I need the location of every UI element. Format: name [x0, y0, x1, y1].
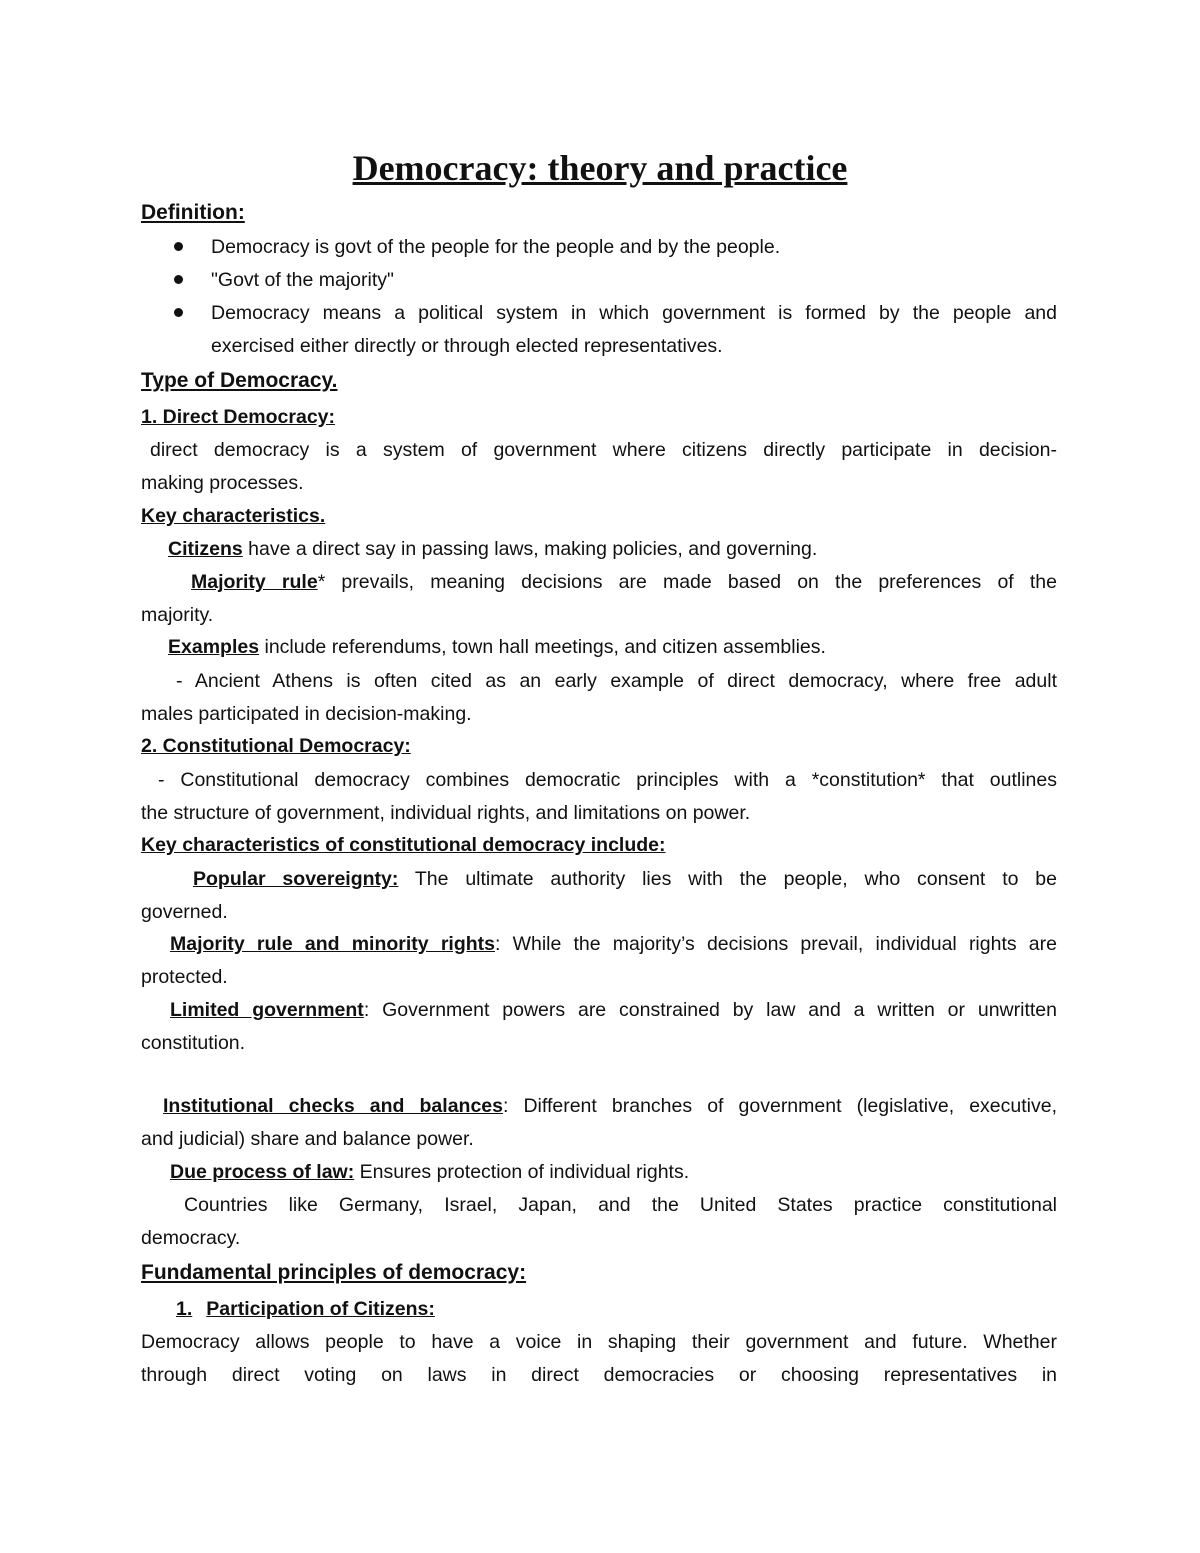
countries-line-cont: democracy. [141, 1227, 241, 1249]
document-title: Democracy: theory and practice [352, 148, 848, 188]
popular-sovereignty-cont: governed. [141, 901, 228, 923]
types-heading: Type of Democracy. [141, 369, 338, 392]
participation-label: Participation of Citizens: [206, 1298, 435, 1320]
definition-item-1: Democracy is govt of the people for the people and by the people. [211, 236, 781, 258]
citizens-label: Citizens [168, 538, 243, 560]
direct-democracy-desc-cont: making processes. [141, 472, 304, 494]
limited-government-label: Limited government [170, 999, 364, 1021]
constitutional-democracy-heading: 2. Constitutional Democracy: [141, 735, 411, 757]
countries-line: Countries like Germany, Israel, Japan, and the United States practice constitutional [184, 1194, 1057, 1216]
majority-rule-cont: majority. [141, 604, 214, 626]
participation-number: 1. [176, 1298, 193, 1320]
participation-heading [176, 1296, 1057, 1322]
definition-item-2: "Govt of the majority" [211, 269, 394, 291]
minority-rights-cont: protected. [141, 966, 228, 988]
direct-key-characteristics-heading: Key characteristics. [141, 505, 326, 527]
limited-government-cont: constitution. [141, 1032, 246, 1054]
fundamentals-heading: Fundamental principles of democracy: [141, 1261, 527, 1284]
majority-rule-line [191, 569, 1057, 595]
examples-label: Examples [168, 636, 260, 658]
bullet-icon [174, 308, 183, 317]
minority-rights-line [170, 931, 1057, 957]
definition-item-3: Democracy means a political system in which government is formed by the people and [211, 302, 1057, 324]
majority-rule-text: * prevails, meaning decisions are made based on the preferences of the [317, 571, 1057, 593]
participation-text: Democracy allows people to have a voice in shaping their government and future. Whether [141, 1331, 1057, 1353]
examples-text: include referendums, town hall meetings, and citizen assemblies. [259, 636, 826, 658]
direct-democracy-heading: 1. Direct Democracy: [141, 406, 336, 428]
majority-rule-label: Majority rule [191, 571, 318, 593]
bullet-icon [174, 242, 183, 251]
citizens-line [168, 536, 1057, 562]
constitutional-desc-cont: the structure of government, individual rights, and limitations on power. [141, 802, 751, 824]
constitutional-key-characteristics-heading: Key characteristics of constitutional democracy include: [141, 834, 666, 856]
citizens-text: have a direct say in passing laws, making policies, and governing. [242, 538, 818, 560]
popular-sovereignty-text: The ultimate authority lies with the people, who consent to be [398, 868, 1057, 890]
athens-line: - Ancient Athens is often cited as an early example of direct democracy, where free adult [176, 670, 1057, 692]
constitutional-desc: - Constitutional democracy combines democratic principles with a *constitution* that outlines [158, 769, 1057, 791]
minority-rights-label: Majority rule and minority rights [170, 933, 495, 955]
due-process-line [170, 1159, 1057, 1185]
participation-text-cont: through direct voting on laws in direct democracies or choosing representatives in [141, 1364, 1057, 1386]
bullet-icon [174, 275, 183, 284]
athens-line-cont: males participated in decision-making. [141, 703, 472, 725]
popular-sovereignty-line [193, 866, 1057, 892]
limited-government-text: : Government powers are constrained by law and a written or unwritten [363, 999, 1057, 1021]
popular-sovereignty-label: Popular sovereignty: [193, 868, 399, 890]
definition-heading: Definition: [141, 201, 245, 224]
examples-line [168, 634, 1057, 660]
checks-balances-label: Institutional checks and balances [163, 1095, 503, 1117]
checks-balances-text: : Different branches of government (legislative, executive, [502, 1095, 1057, 1117]
limited-government-line [170, 997, 1057, 1023]
minority-rights-text: : While the majority’s decisions prevail, individual rights are [494, 933, 1057, 955]
due-process-label: Due process of law: [170, 1161, 355, 1183]
direct-democracy-desc: direct democracy is a system of government where citizens directly participate in decision- [150, 439, 1057, 461]
checks-balances-line [163, 1093, 1057, 1119]
due-process-text: Ensures protection of individual rights. [354, 1161, 690, 1183]
definition-item-3-cont: exercised either directly or through elected representatives. [211, 335, 723, 357]
checks-balances-cont: and judicial) share and balance power. [141, 1128, 474, 1150]
